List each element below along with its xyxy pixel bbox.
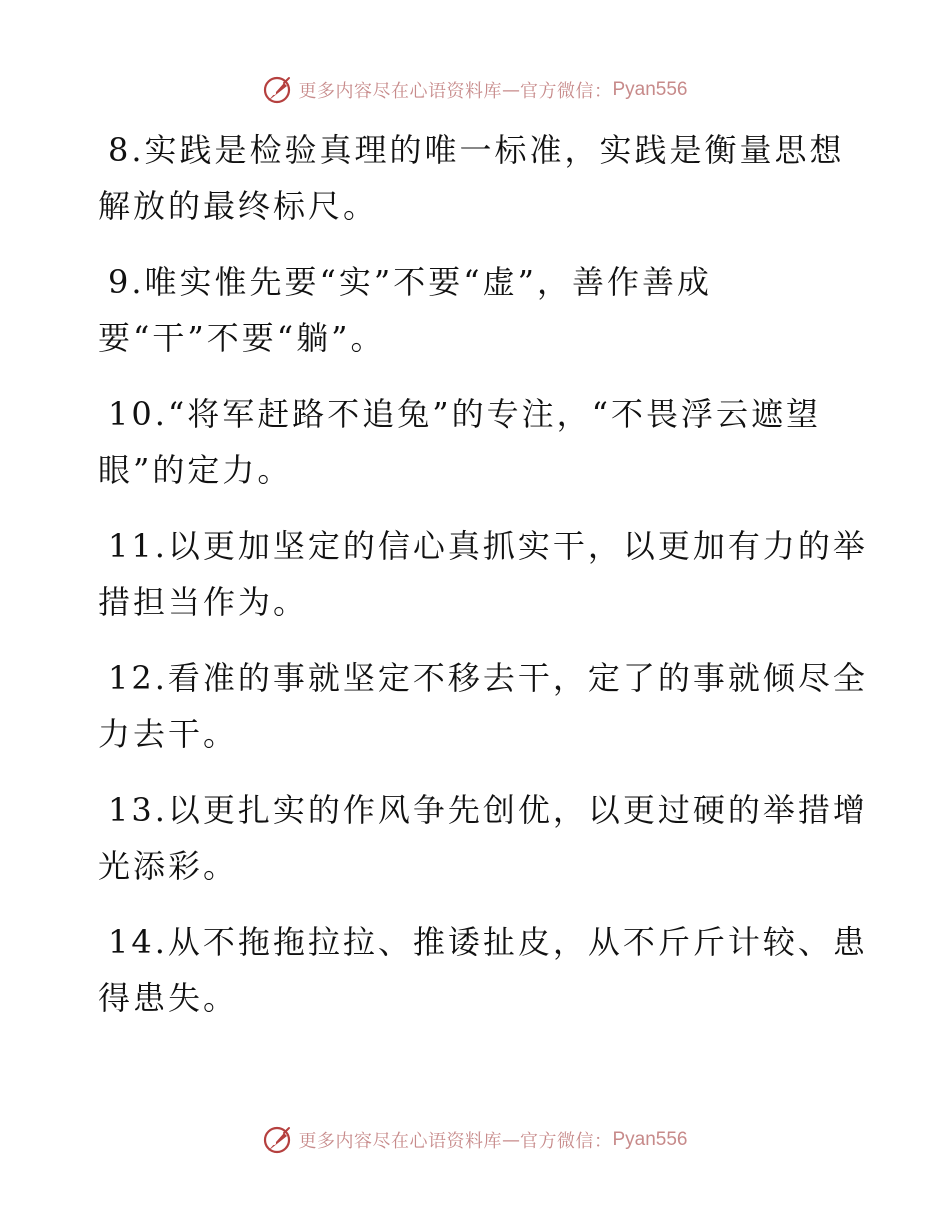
item-line: 解放的最终标尺。 [98, 187, 379, 225]
header-banner [0, 70, 950, 110]
list-item [98, 782, 868, 894]
banner-text: 更多内容尽在心语资料库 [298, 81, 502, 102]
item-line: 要“干”不要“躺”。 [98, 319, 386, 357]
banner-separator: — [501, 79, 520, 101]
banner-text: 更多内容尽在心语资料库 [298, 1131, 502, 1152]
item-line: 13.以更扎实的作风争先创优，以更过硬的举措增 [108, 791, 868, 829]
item-line: 12.看准的事就坚定不移去干，定了的事就倾尽全 [108, 659, 868, 697]
item-line: 措担当作为。 [98, 583, 309, 621]
item-line: 8.实践是检验真理的唯一标准，实践是衡量思想 [108, 131, 845, 169]
footer-banner [0, 1120, 950, 1160]
list-item [98, 914, 868, 1026]
item-line: 11.以更加坚定的信心真抓实干，以更加有力的举 [108, 527, 868, 565]
item-line: 眼”的定力。 [98, 451, 293, 489]
item-line: 10.“将军赶路不追兔”的专注，“不畏浮云遮望 [108, 395, 821, 433]
item-line: 14.从不拖拖拉拉、推诿扯皮，从不斤斤计较、患 [108, 923, 868, 961]
banner-handle: Pyan556 [612, 79, 688, 100]
banner-label: 官方微信： [519, 1131, 613, 1152]
list-item [98, 122, 858, 234]
document-body [98, 122, 868, 1046]
quill-logo-icon [262, 1125, 292, 1155]
banner-label: 官方微信： [519, 81, 613, 102]
item-line: 光添彩。 [98, 847, 239, 885]
banner-separator: — [501, 1129, 520, 1151]
item-line: 得患失。 [98, 979, 239, 1017]
quill-logo-icon [262, 75, 292, 105]
list-item [98, 386, 858, 498]
item-line: 9.唯实惟先要“实”不要“虚”，善作善成 [108, 263, 712, 301]
item-line: 力去干。 [98, 715, 239, 753]
list-item [98, 518, 868, 630]
banner-handle: Pyan556 [612, 1129, 688, 1150]
list-item [98, 650, 868, 762]
list-item [98, 254, 858, 366]
